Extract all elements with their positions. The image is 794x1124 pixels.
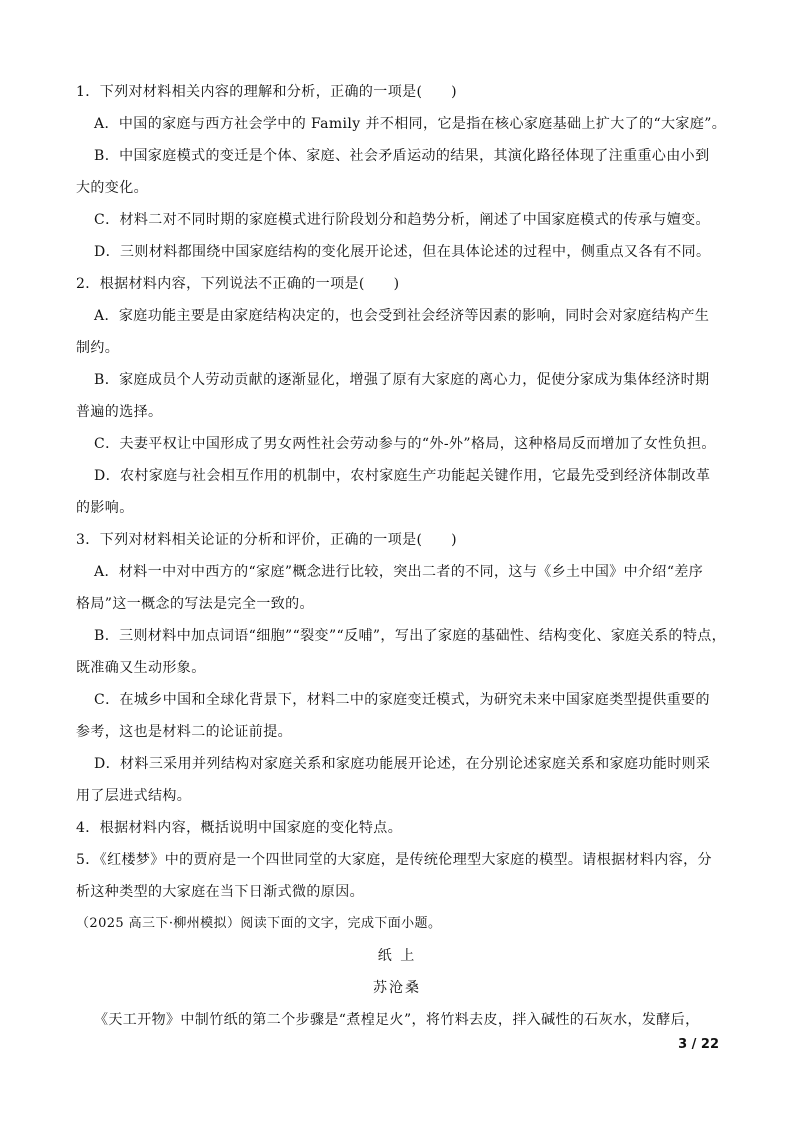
- q3-option-a: A．材料一中对中西方的“家庭”概念进行比较，突出二者的不同，这与《乡土中国》中介绍“差序: [94, 564, 704, 580]
- reading-instruction: （2025 高三下·柳州模拟）阅读下面的文字，完成下面小题。: [76, 916, 442, 931]
- question-4-stem: 4．根据材料内容，概括说明中国家庭的变化特点。: [76, 820, 403, 836]
- q2-option-d-cont: 的影响。: [76, 500, 134, 516]
- q2-option-b-cont: 普遍的选择。: [76, 404, 163, 420]
- q2-option-c: C．夫妻平权让中国形成了男女两性社会劳动参与的“外-外”格局，这种格局反而增加了女性负担。: [94, 436, 716, 452]
- question-1-stem: 1．下列对材料相关内容的理解和分析，正确的一项是( ): [76, 84, 458, 100]
- q3-option-b: B．三则材料中加点词语“细胞”“裂变”“反哺”，写出了家庭的基础性、结构变化、家庭关系的特点，: [94, 628, 727, 644]
- q1-option-c: C．材料二对不同时期的家庭模式进行阶段划分和趋势分析，阐述了中国家庭模式的传承与嬗变。: [94, 212, 710, 228]
- q3-option-d-cont: 用了层进式结构。: [76, 788, 192, 804]
- q3-option-a-cont: 格局”这一概念的写法是完全一致的。: [76, 596, 314, 612]
- article-title: 纸 上: [377, 948, 417, 964]
- q3-option-b-cont: 既准确又生动形象。: [76, 660, 206, 676]
- q3-option-d: D．材料三采用并列结构对家庭关系和家庭功能展开论述，在分别论述家庭关系和家庭功能时则采: [94, 756, 711, 772]
- question-5-stem-cont: 析这种类型的大家庭在当下日渐式微的原因。: [76, 884, 364, 900]
- article-paragraph-1: 《天工开物》中制竹纸的第二个步骤是“煮楻足火”，将竹料去皮，拌入碱性的石灰水，发酵后，: [94, 1012, 700, 1028]
- q2-option-d: D．农村家庭与社会相互作用的机制中，农村家庭生产功能起关键作用，它最先受到经济体制改革: [94, 468, 711, 484]
- q2-option-a: A．家庭功能主要是由家庭结构决定的，也会受到社会经济等因素的影响，同时会对家庭结构产生: [94, 308, 710, 324]
- question-3-stem: 3．下列对材料相关论证的分析和评价，正确的一项是( ): [76, 532, 458, 548]
- question-5-stem: 5．《红楼梦》中的贾府是一个四世同堂的大家庭，是传统伦理型大家庭的模型。请根据材料内容，分: [76, 852, 712, 868]
- q1-option-b: B．中国家庭模式的变迁是个体、家庭、社会矛盾运动的结果，其演化路径体现了注重重心由小到: [94, 148, 710, 164]
- q1-option-b-cont: 大的变化。: [76, 180, 148, 196]
- page-number: 3 / 22: [678, 1037, 719, 1052]
- q1-option-a: A．中国的家庭与西方社会学中的 Family 并不相同，它是指在核心家庭基础上扩大了的“大家庭”。: [94, 116, 727, 132]
- article-author: 苏沧桑: [373, 980, 421, 996]
- q1-option-d: D．三则材料都围绕中国家庭结构的变化展开论述，但在具体论述的过程中，侧重点又各有不同。: [94, 244, 711, 260]
- q2-option-a-cont: 制约。: [76, 340, 120, 356]
- q2-option-b: B．家庭成员个人劳动贡献的逐渐显化，增强了原有大家庭的离心力，促使分家成为集体经济时期: [94, 372, 710, 388]
- q3-option-c-cont: 参考，这也是材料二的论证前提。: [76, 724, 292, 740]
- question-2-stem: 2．根据材料内容，下列说法不正确的一项是( ): [76, 276, 400, 292]
- q3-option-c: C．在城乡中国和全球化背景下，材料二中的家庭变迁模式，为研究未来中国家庭类型提供重要的: [94, 692, 710, 708]
